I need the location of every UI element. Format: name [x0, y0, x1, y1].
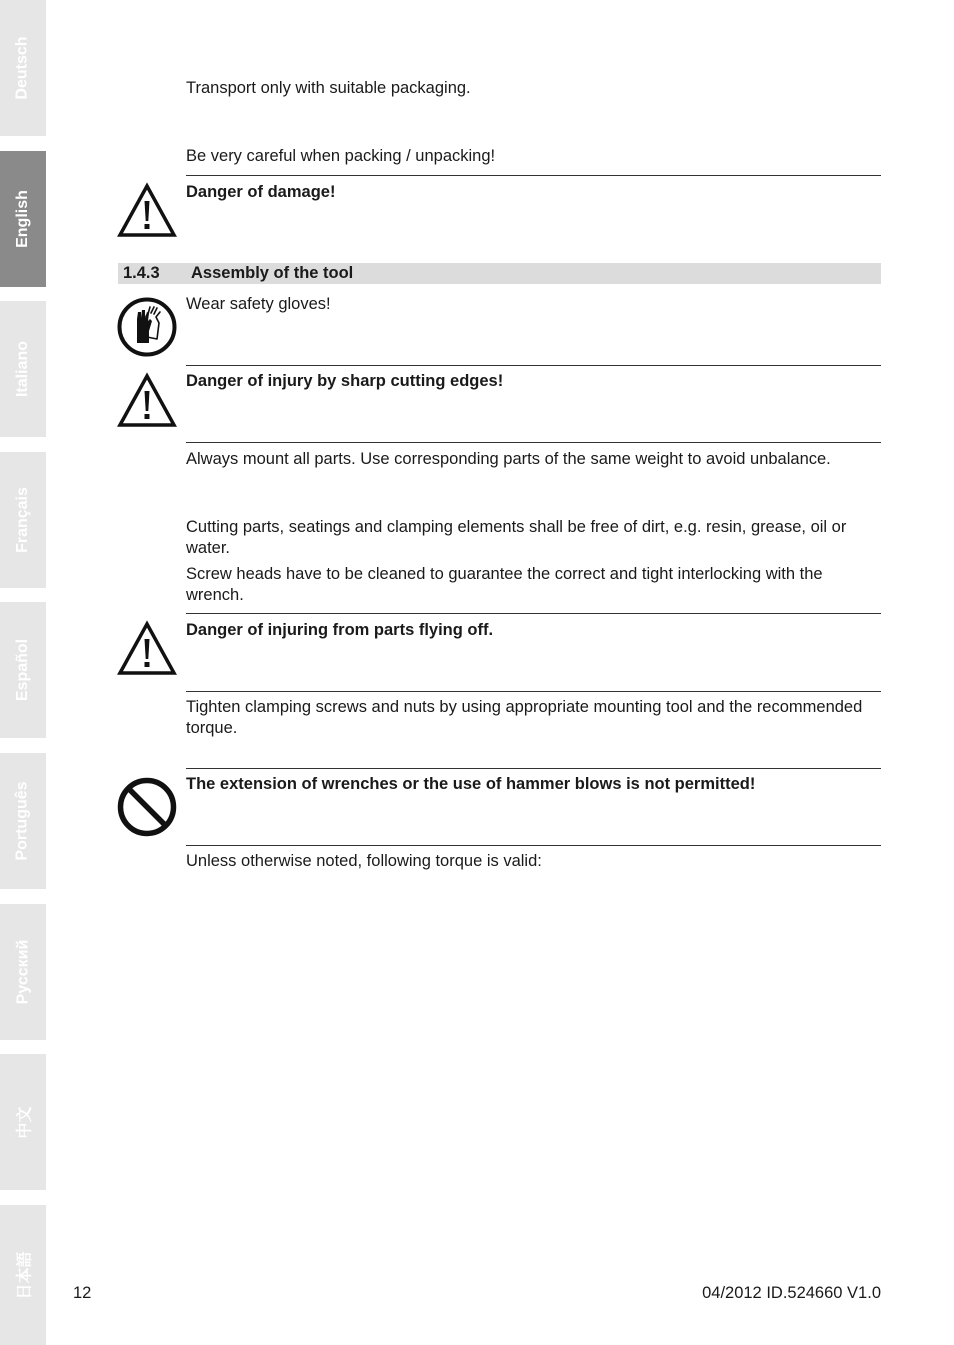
warning-triangle-icon: [117, 372, 177, 432]
lang-tab-portugues[interactable]: [0, 753, 46, 889]
lang-tab-label: English: [14, 190, 31, 248]
divider: [186, 845, 881, 846]
lang-tab-label: Deutsch: [14, 36, 31, 100]
section-title: Assembly of the tool: [191, 264, 354, 282]
danger-injury-warning: Danger of injury by sharp cutting edges!: [186, 372, 504, 390]
tighten-instruction: Tighten clamping screws and nuts by using appropriate mounting tool and the recommended torque.: [186, 698, 863, 737]
gloves-instruction: Wear safety gloves!: [186, 295, 331, 313]
prohibition-icon: [117, 777, 177, 837]
lang-tab-label: Português: [14, 781, 31, 861]
lang-tab-espanol[interactable]: [0, 602, 46, 738]
danger-damage-warning: Danger of damage!: [186, 183, 336, 201]
danger-flying-warning: Danger of injuring from parts flying off.: [186, 621, 494, 639]
transport-note: Transport only with suitable packaging.: [186, 79, 471, 97]
lang-tab-italiano[interactable]: [0, 301, 46, 437]
packing-note: Be very careful when packing / unpacking!: [186, 147, 496, 165]
mount-parts-instruction: Always mount all parts. Use corresponding parts of the same weight to avoid unbalance.: [186, 450, 831, 468]
lang-tab-japanese[interactable]: [0, 1205, 46, 1345]
divider: [186, 175, 881, 176]
divider: [186, 442, 881, 443]
lang-tab-english[interactable]: [0, 151, 46, 287]
divider: [186, 365, 881, 366]
lang-tab-russian[interactable]: [0, 904, 46, 1040]
safety-gloves-icon: [117, 297, 177, 357]
lang-tab-deutsch[interactable]: [0, 0, 46, 136]
page-number: 12: [73, 1284, 92, 1302]
prohibition-warning: The extension of wrenches or the use of hammer blows is not permitted!: [186, 775, 756, 793]
cutting-parts-instruction: Cutting parts, seatings and clamping elements shall be free of dirt, e.g. resin, grease, oil or water.: [186, 518, 847, 557]
lang-tab-label: Русский: [14, 939, 31, 1005]
lang-tab-label: Français: [14, 487, 31, 553]
divider: [186, 691, 881, 692]
warning-triangle-icon: [117, 182, 177, 242]
lang-tab-label: 中文: [16, 1105, 34, 1139]
divider: [186, 613, 881, 614]
lang-tab-label: Italiano: [14, 340, 32, 398]
section-number: 1.4.3: [123, 264, 160, 282]
lang-tab-chinese[interactable]: [0, 1054, 46, 1190]
divider: [186, 768, 881, 769]
section-header: [118, 263, 881, 284]
lang-tab-francais[interactable]: [0, 452, 46, 588]
torque-note: Unless otherwise noted, following torque is valid:: [186, 852, 542, 870]
document-id: 04/2012 ID.524660 V1.0: [702, 1284, 881, 1302]
warning-triangle-icon: [117, 620, 177, 680]
lang-tab-label: Español: [14, 638, 32, 702]
screw-heads-instruction: Screw heads have to be cleaned to guarantee the correct and tight interlocking with the wrench.: [186, 565, 823, 604]
lang-tab-label: 日本語: [16, 1250, 34, 1300]
